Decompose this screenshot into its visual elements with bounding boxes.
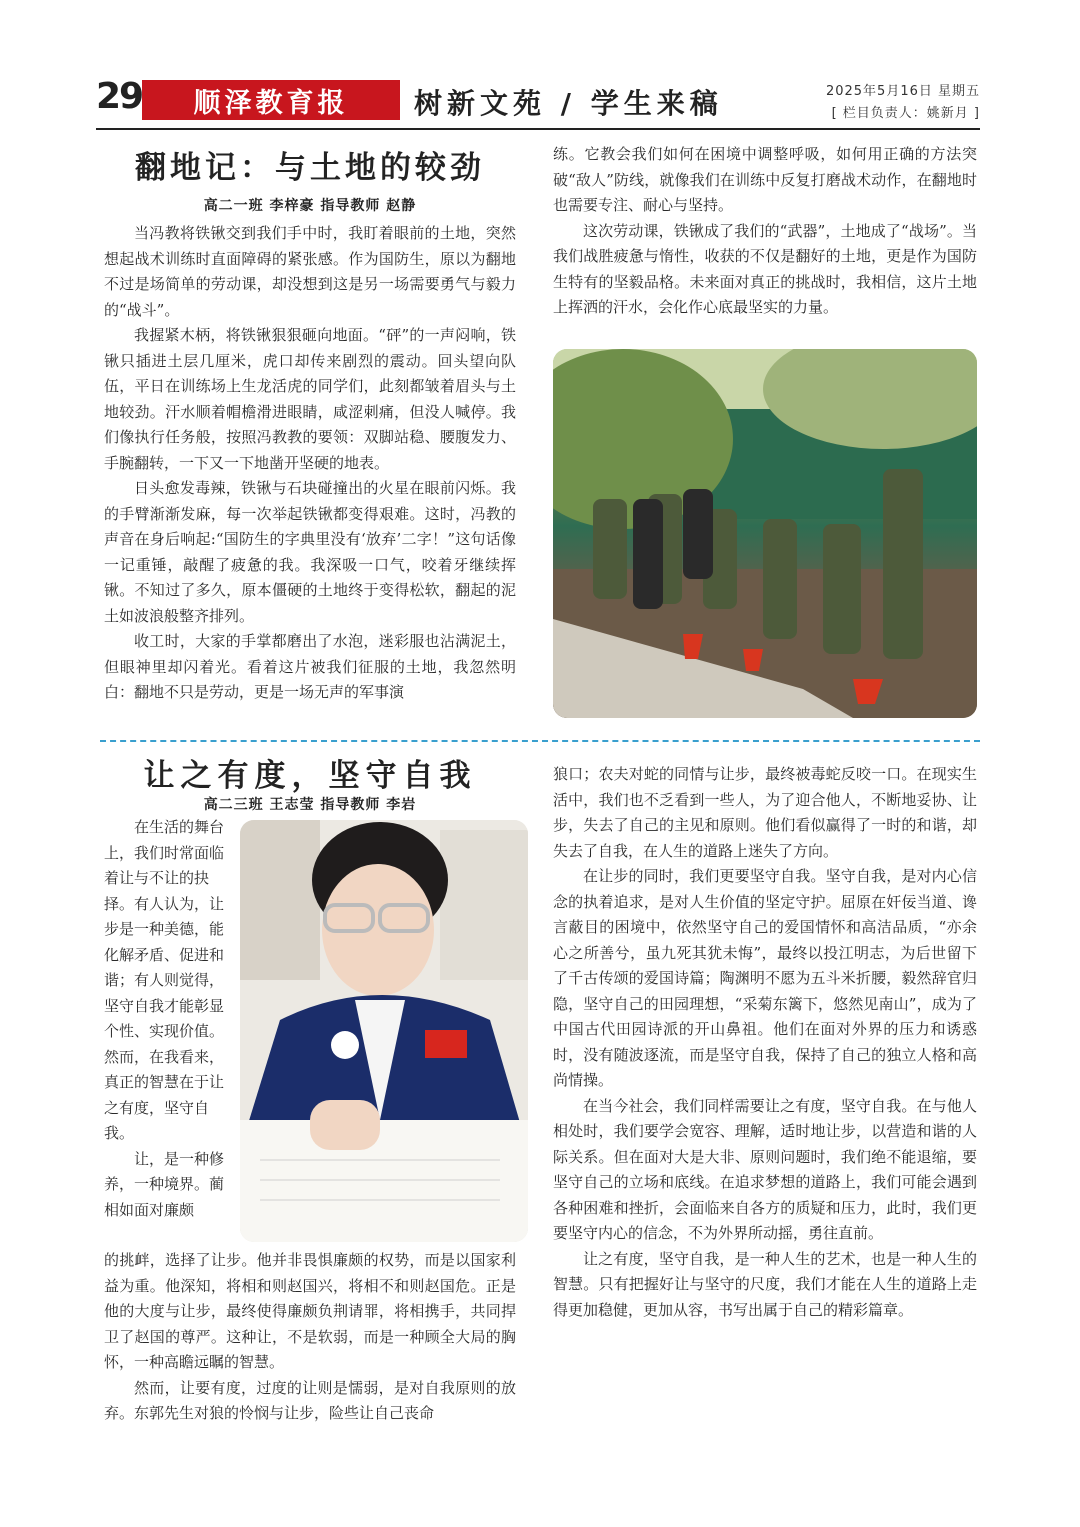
- paragraph: 日头愈发毒辣，铁锹与石块碰撞出的火星在眼前闪烁。我的手臂渐渐发麻，每一次举起铁锹都变得艰难。这时，冯教的声音在身后响起:“国防生的字典里没有‘放弃’二字！”这句话像一记重锤，敲醒了疲惫的我。我深吸一口气，咬着牙继续挥锹。不知过了多久，原本僵硬的土地终于变得松软，翻起的泥土如波浪般整齐排列。: [104, 479, 516, 625]
- masthead: [96, 78, 980, 126]
- photo-students-digging: [553, 349, 977, 718]
- paragraph: 这次劳动课，铁锹成了我们的“武器”，土地成了“战场”。当我们战胜疲惫与惰性，收获的不仅是翻好的土地，更是作为国防生特有的坚毅品格。未来面对真正的挑战时，我相信，这片土地上挥洒的汗水，会化作心底最坚实的力量。: [553, 221, 977, 316]
- paragraph: 在让步的同时，我们更要坚守自我。坚守自我，是对内心信念的执着追求，是对人生价值的坚定守护。屈原在奸佞当道、谗言蔽目的困境中，依然坚守自己的爱国情怀和高洁品质，“亦余心之所善兮，虽九死其犹未悔”，最终以投江明志，为后世留下了千古传颂的爱国诗篇；陶渊明不愿为五斗米折腰，毅然辞官归隐，坚守自己的田园理想，“采菊东篱下，悠然见南山”，成为了中国古代田园诗派的开山鼻祖。他们在面对外界的压力和诱惑时，没有随波逐流，而是坚守自我，保持了自己的独立人格和高尚情操。: [553, 867, 977, 1089]
- article1-column-right: [553, 142, 977, 321]
- paragraph: 我握紧木柄，将铁锹狠狠砸向地面。“砰”的一声闷响，铁锹只插进土层几厘米，虎口却传来剧烈的震动。回头望向队伍，平日在训练场上生龙活虎的同学们，此刻都皱着眉头与土地较劲。汗水顺着帽檐滑进眼睛，咸涩刺痛，但没人喊停。我们像执行任务般，按照冯教教的要领：双脚站稳、腰腹发力、手腕翻转，一下又一下地凿开坚硬的地表。: [104, 326, 516, 472]
- paragraph: 的挑衅，选择了让步。他并非畏惧廉颇的权势，而是以国家利益为重。他深知，将相和则赵国兴，将相不和则赵国危。正是他的大度与让步，最终使得廉颇负荆请罪，将相携手，共同捍卫了赵国的尊严。这种让，不是软弱，而是一种顾全大局的胸怀，一种高瞻远瞩的智慧。: [104, 1251, 516, 1371]
- article2-column-right: [553, 762, 977, 1323]
- article2-float-column: [104, 815, 228, 1223]
- paragraph: 当冯教将铁锹交到我们手中时，我盯着眼前的土地，突然想起战术训练时直面障碍的紧张感。作为国防生，原以为翻地不过是场简单的劳动课，却没想到这是另一场需要勇气与毅力的“战斗”。: [104, 224, 516, 319]
- article2-byline: 高二三班 王志莹 指导教师 李岩: [203, 797, 417, 813]
- photo-student-writing: [240, 820, 528, 1242]
- paragraph: 狼口；农夫对蛇的同情与让步，最终被毒蛇反咬一口。在现实生活中，我们也不乏看到一些人，为了迎合他人，不断地妥协、让步，失去了自己的主见和原则。他们看似赢得了一时的和谐，却失去了自我，在人生的道路上迷失了方向。: [553, 765, 977, 860]
- newspaper-name: 顺泽教育报: [193, 87, 349, 119]
- article1-column-left: [104, 221, 516, 706]
- section-divider: [100, 740, 980, 742]
- article2-under-column: [104, 1248, 516, 1427]
- issue-date: 2025年5月16日 星期五: [825, 84, 980, 99]
- header-rule: [96, 128, 980, 130]
- newspaper-logo: [142, 80, 400, 120]
- paragraph: 让，是一种修养，一种境界。蔺相如面对廉颇: [104, 1149, 225, 1219]
- paragraph: 在生活的舞台上，我们时常面临着让与不让的抉择。有人认为，让步是一种美德，能化解矛盾、促进和谐；有人则觉得，坚守自我才能彰显个性、实现价值。然而，在我看来，真正的智慧在于让之有度，坚守自我。: [104, 818, 225, 1142]
- article2-title: 让之有度，坚守自我: [143, 758, 477, 794]
- paragraph: 收工时，大家的手掌都磨出了水泡，迷彩服也沾满泥土，但眼神里却闪着光。看着这片被我们征服的土地，我忽然明白：翻地不只是劳动，更是一场无声的军事演: [104, 632, 516, 701]
- paragraph: 然而，让要有度，过度的让则是懦弱，是对自我原则的放弃。东郭先生对狼的怜悯与让步，险些让自己丧命: [104, 1378, 516, 1422]
- paragraph: 让之有度，坚守自我，是一种人生的艺术，也是一种人生的智慧。只有把握好让与坚守的尺度，我们才能在人生的道路上走得更加稳健，更加从容，书写出属于自己的精彩篇章。: [553, 1249, 977, 1319]
- paragraph: 在当今社会，我们同样需要让之有度，坚守自我。在与他人相处时，我们要学会宽容、理解，适时地让步，以营造和谐的人际关系。但在面对大是大非、原则问题时，我们绝不能退缩，要坚守自己的立场和底线。在追求梦想的道路上，我们可能会遇到各种困难和挫折，会面临来自各方的质疑和压力，此时，我们更要坚守内心的信念，不为外界所动摇，勇往直前。: [553, 1096, 977, 1242]
- article1-title: 翻地记：与土地的较劲: [135, 150, 485, 186]
- article1-byline: 高二一班 李梓豪 指导教师 赵静: [203, 198, 417, 214]
- column-editor: [ 栏目负责人：姚新月 ]: [831, 106, 980, 121]
- digging-scene-illustration: [553, 349, 977, 718]
- section-title: 树新文苑 / 学生来稿: [414, 87, 723, 120]
- student-portrait-illustration: [240, 820, 528, 1242]
- page-number: 29: [96, 76, 143, 117]
- paragraph: 练。它教会我们如何在困境中调整呼吸，如何用正确的方法突破“敌人”防线，就像我们在训练中反复打磨战术动作，在翻地时也需要专注、耐心与坚持。: [553, 145, 977, 214]
